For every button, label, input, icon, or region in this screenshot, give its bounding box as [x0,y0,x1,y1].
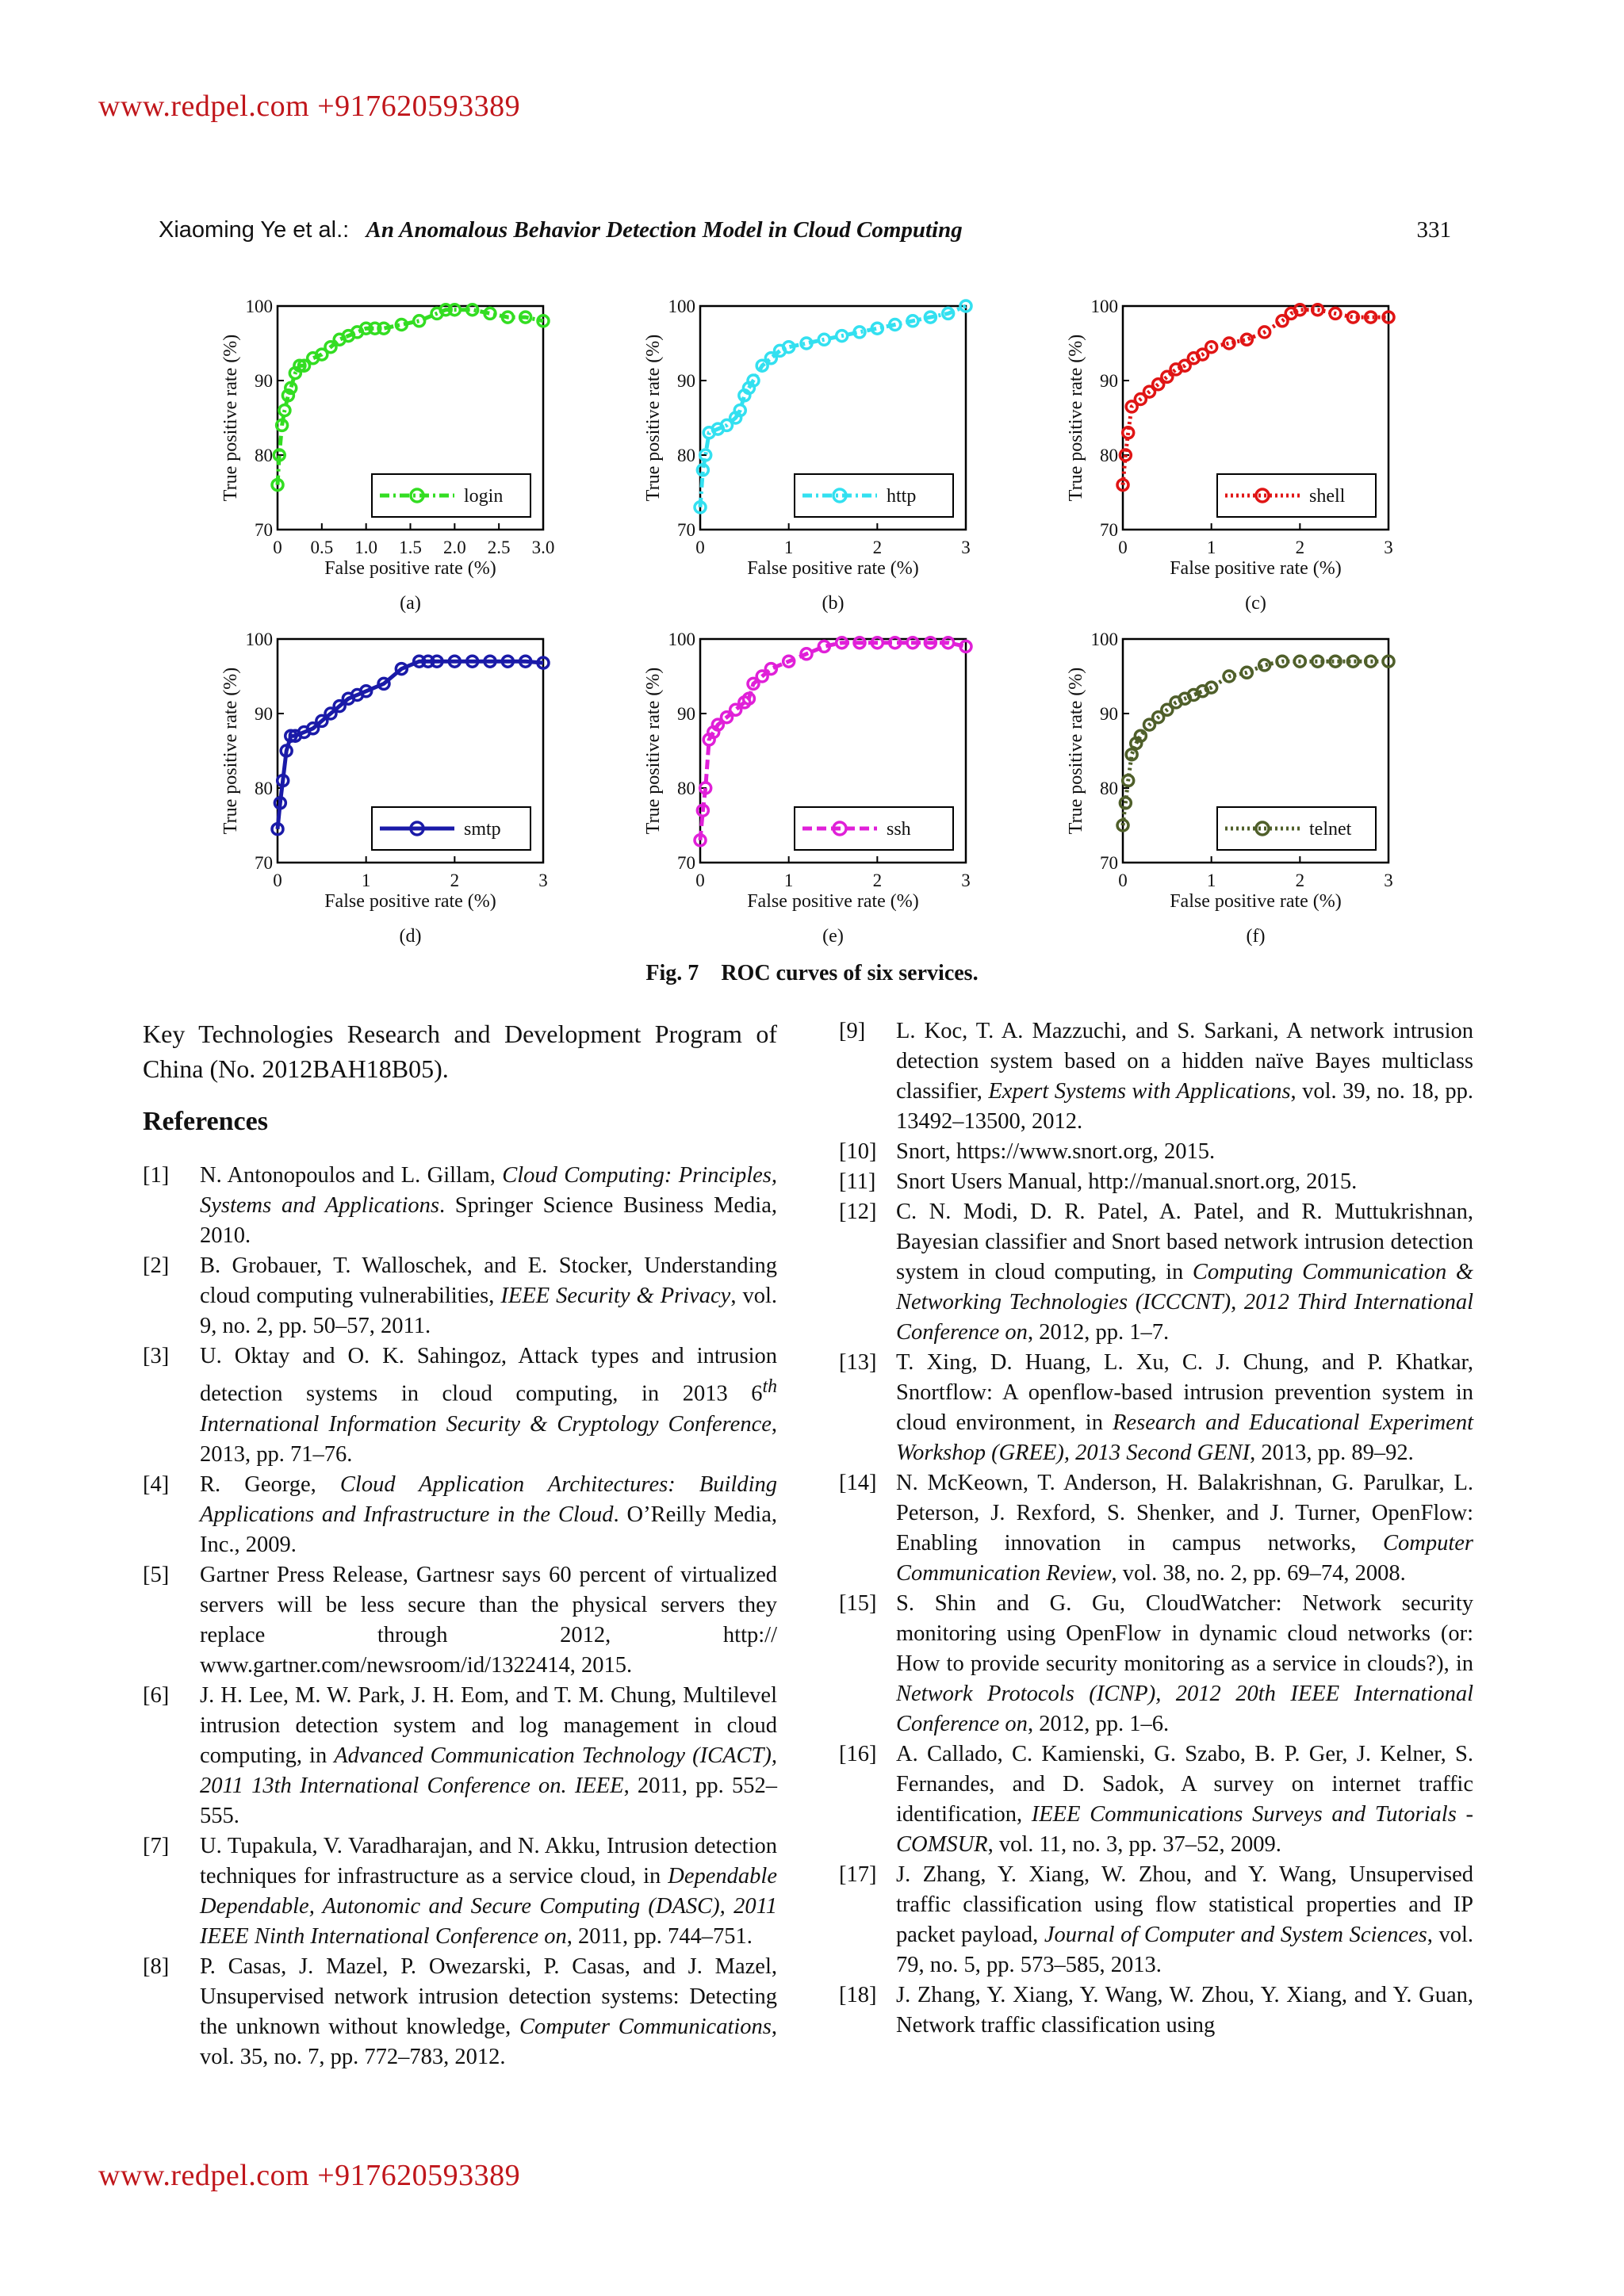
x-tick-label: 3.0 [531,538,555,557]
reference-text-part: International Information Security & Cryptology Conference [200,1411,772,1437]
y-tick-label: 100 [245,297,273,316]
reference-text-part: C. N. Modi, D. R. Patel, A. Patel, and R. Muttukrishnan, Bayesian classifier and Snort based network intrusion detection system in cloud computing, in [896,1200,1473,1284]
reference-text [200,1952,777,2072]
y-tick-label: 100 [245,629,273,649]
reference-text-part: Snort Users Manual, http://manual.snort.org, 2015. [896,1169,1358,1194]
x-axis-label: False positive rate (%) [747,891,919,912]
reference-text-part: T. Xing, D. Huang, L. Xu, C. J. Chung, and P. Khatkar, Snortflow: A openflow-based intrusion prevention system in cloud environment, in [896,1350,1473,1435]
references-heading: References [143,1107,268,1136]
roc-curve [1123,310,1388,485]
y-axis-label: True positive rate (%) [220,667,241,835]
x-tick-label: 0 [695,538,705,557]
reference-text-part: th [762,1376,777,1397]
reference-number: [9] [839,1019,866,1043]
x-tick-label: 1 [1206,538,1216,557]
panel-label: (d) [399,926,422,947]
reference-text [200,1341,777,1470]
reference-number: [13] [839,1350,877,1375]
reference-text-part: IEEE Communications Surveys and Tutorials - COMSUR [896,1802,1473,1857]
reference-text-part: , vol. 79, no. 5, pp. 573–585, 2013. [896,1923,1474,1977]
y-tick-label: 70 [677,520,695,540]
x-tick-label: 0 [695,871,705,890]
x-tick-label: 1 [1206,871,1216,890]
x-tick-label: 2 [1295,538,1305,557]
reference-number: [5] [143,1562,170,1587]
reference-text [896,1167,1473,1197]
reference-text [896,1016,1473,1137]
y-tick-label: 80 [677,779,695,798]
left-column [143,1016,777,2072]
reference-text [200,1681,777,1831]
x-tick-label: 2 [450,871,460,890]
reference-text-part: U. Tupakula, V. Varadharajan, and N. Akku, Intrusion detection techniques for infrastructure as a service cloud, in [200,1833,777,1888]
legend-box [1217,474,1376,517]
reference-number: [2] [143,1253,170,1278]
reference-text-part: Gartner Press Release, Gartnesr says 60 percent of virtualized servers will be less secure than the physical servers they replace through 2012, http:// www.gartner.com/newsroom/id/1322414, 2015. [200,1562,777,1678]
reference-text-part: Dependable Dependable, Autonomic and Secure Computing (DASC), 2011 IEEE Ninth International Conference on [200,1863,777,1949]
figure-caption [0,961,1624,986]
legend-box [1217,807,1376,850]
reference-text-part: , 2013, pp. 71–76. [200,1411,777,1467]
reference-text-part: . O’Reilly Media, Inc., 2009. [200,1502,778,1557]
reference-text-part: J. H. Lee, M. W. Park, J. H. Eom, and T. M. Chung, Multilevel intrusion detection system and log management in cloud computing, in [200,1682,777,1768]
reference-text-part: L. Koc, T. A. Mazzuchi, and S. Sarkani, A network intrusion detection system based on a hidden naïve Bayes multiclass classifier, [896,1019,1473,1104]
reference-text-part: , vol. 39, no. 18, pp. 13492–13500, 2012. [896,1079,1473,1134]
x-tick-label: 0.5 [310,538,334,557]
x-tick-label: 1 [783,538,794,557]
y-tick-label: 70 [1100,520,1118,540]
reference-text-part: , vol. 11, no. 3, pp. 37–52, 2009. [987,1832,1281,1857]
y-axis-label: True positive rate (%) [1066,667,1086,835]
x-tick-label: 2.5 [487,538,511,557]
x-tick-label: 1 [783,871,794,890]
reference-text-part: , 2011, pp. 552–555. [200,1773,777,1828]
reference-text [200,1251,777,1341]
reference-text [896,1197,1473,1348]
y-tick-label: 80 [677,446,695,465]
reference-text-part: J. Zhang, Y. Xiang, Y. Wang, W. Zhou, Y. Xiang, and Y. Guan, Network traffic classification using [896,1983,1473,2038]
reference-item [839,1348,1473,1468]
legend-label: login [464,486,504,507]
reference-item [839,1016,1473,1137]
reference-number: [11] [839,1169,876,1194]
y-tick-label: 80 [1100,779,1118,798]
y-tick-label: 100 [668,297,695,316]
watermark-bottom: www.redpel.com +917620593389 [98,2159,521,2192]
legend-label: http [887,486,917,507]
reference-text-part: Computer Communication Review [896,1531,1473,1586]
reference-item [143,1952,777,2072]
panel-label: (a) [400,593,421,614]
reference-item [143,1831,777,1952]
x-tick-label: 2 [1295,871,1305,890]
y-tick-label: 80 [1100,446,1118,465]
header-title: An Anomalous Behavior Detection Model in Cloud Computing [366,217,963,243]
y-tick-label: 70 [677,853,695,873]
panel-label: (f) [1246,926,1266,947]
x-tick-label: 0 [1118,871,1128,890]
reference-text-part: , 2013, pp. 89–92. [1250,1441,1414,1465]
y-axis-label: True positive rate (%) [643,667,664,835]
watermark-top: www.redpel.com +917620593389 [98,90,521,123]
reference-text-part: R. George, [200,1471,340,1497]
reference-item [839,1739,1473,1860]
x-tick-label: 3 [961,871,971,890]
reference-text-part: P. Casas, J. Mazel, P. Owezarski, P. Casas, and J. Mazel, Unsupervised network intrusion detection systems: Detecting the unknown without knowledge, [200,1954,777,2039]
reference-list-right [839,1016,1473,2041]
reference-number: [7] [143,1833,170,1858]
reference-text [896,1980,1473,2041]
x-tick-label: 1.0 [354,538,378,557]
reference-text [896,1860,1473,1980]
reference-text [200,1470,777,1560]
reference-number: [15] [839,1591,877,1616]
reference-number: [6] [143,1682,170,1708]
panel-label: (e) [822,926,844,947]
panel-label: (c) [1245,593,1266,614]
reference-text [200,1161,777,1251]
roc-curve [1123,661,1388,825]
reference-item [839,1468,1473,1589]
roc-figure [206,285,1443,951]
y-tick-label: 100 [1090,297,1118,316]
reference-text [896,1739,1473,1860]
y-tick-label: 80 [255,779,273,798]
reference-item [839,1137,1473,1167]
x-tick-label: 2.0 [442,538,466,557]
reference-text [896,1589,1473,1739]
reference-number: [18] [839,1983,877,2007]
reference-item [839,1980,1473,2041]
reference-text-part: U. Oktay and O. K. Sahingoz, Attack types and intrusion detection systems in cloud computing, in 2013 6 [200,1344,777,1406]
y-tick-label: 70 [255,853,273,873]
reference-text-part: Network Protocols (ICNP), 2012 20th IEEE International Conference on [896,1682,1473,1736]
reference-number: [8] [143,1954,170,1979]
x-axis-label: False positive rate (%) [324,891,496,912]
reference-item [143,1161,777,1251]
reference-text-part: N. McKeown, T. Anderson, H. Balakrishnan, G. Parulkar, L. Peterson, J. Rexford, S. Shenker, and J. Turner, OpenFlow: Enabling innovation in campus networks, [896,1471,1473,1556]
reference-list-left [143,1161,777,2072]
reference-text-part: Computer Communications [519,2014,772,2039]
y-tick-label: 90 [677,704,695,724]
reference-number: [14] [839,1471,877,1495]
acknowledgement-text: Key Technologies Research and Development Program of China (No. 2012BAH18B05). [143,1020,777,1083]
right-column [839,1016,1473,2041]
figure-caption-label: Fig. 7 [645,961,699,985]
header-authors: Xiaoming Ye et al.: [159,217,350,243]
running-header [159,217,1451,243]
x-tick-label: 1.5 [399,538,422,557]
panel-label: (b) [822,593,845,614]
figure-caption-text: ROC curves of six services. [721,961,979,985]
y-axis-label: True positive rate (%) [643,334,664,502]
reference-text [896,1137,1473,1167]
reference-item [839,1589,1473,1739]
reference-text-part: , 2012, pp. 1–7. [1027,1320,1170,1345]
y-tick-label: 90 [1100,704,1118,724]
reference-text-part: N. Antonopoulos and L. Gillam, [200,1163,503,1188]
x-tick-label: 3 [961,538,971,557]
x-tick-label: 2 [872,538,883,557]
reference-number: [1] [143,1163,170,1188]
reference-text-part: Cloud Application Architectures: Building Applications and Infrastructure in the Cloud [200,1471,777,1527]
reference-text-part: , 2012, pp. 1–6. [1027,1712,1170,1736]
page-number: 331 [1416,217,1451,243]
y-tick-label: 90 [255,371,273,391]
reference-text-part: A. Callado, C. Kamienski, G. Szabo, B. P. Ger, J. Kelner, S. Fernandes, and D. Sadok, A survey on internet traffic identification, [896,1742,1473,1827]
y-tick-label: 90 [255,704,273,724]
reference-text [896,1348,1473,1468]
reference-number: [4] [143,1471,170,1497]
reference-text-part: Advanced Communication Technology (ICACT), 2011 13th International Conference on. IEEE [200,1743,777,1798]
reference-text-part: IEEE Security & Privacy [500,1284,731,1308]
reference-item [143,1341,777,1470]
reference-number: [3] [143,1344,170,1368]
reference-text-part: S. Shin and G. Gu, CloudWatcher: Network security monitoring using OpenFlow in dynamic cloud networks (or: How to provide security monitoring as a service in clouds?), in [896,1591,1473,1676]
reference-text [896,1468,1473,1589]
roc-curve [278,661,543,828]
x-tick-label: 0 [1118,538,1128,557]
legend-label: shell [1309,486,1346,507]
reference-item [839,1860,1473,1980]
roc-curve [278,310,543,485]
reference-text-part: Computing Communication & Networking Technologies (ICCCNT), 2012 Third International Conference on [896,1260,1473,1345]
x-tick-label: 2 [872,871,883,890]
reference-item [143,1560,777,1681]
y-tick-label: 90 [1100,371,1118,391]
reference-item [143,1251,777,1341]
reference-text-part: B. Grobauer, T. Walloschek, and E. Stocker, Understanding cloud computing vulnerabilities, [200,1253,777,1308]
reference-text-part: Research and Educational Experiment Workshop (GREE), 2013 Second GENI [896,1410,1473,1465]
reference-text-part: , vol. 38, no. 2, pp. 69–74, 2008. [1111,1561,1406,1586]
reference-number: [16] [839,1742,877,1766]
reference-text-part: , 2011, pp. 744–751. [566,1923,753,1949]
reference-text-part: Snort, https://www.snort.org, 2015. [896,1139,1216,1164]
y-tick-label: 80 [255,446,273,465]
reference-number: [12] [839,1200,877,1224]
x-tick-label: 1 [361,871,371,890]
reference-text-part: . Springer Science Business Media, 2010. [200,1193,777,1248]
y-tick-label: 100 [1090,629,1118,649]
y-tick-label: 70 [1100,853,1118,873]
y-axis-label: True positive rate (%) [220,334,241,502]
x-axis-label: False positive rate (%) [747,558,919,579]
x-axis-label: False positive rate (%) [324,558,496,579]
legend-label: ssh [887,819,911,840]
x-axis-label: False positive rate (%) [1170,891,1342,912]
data-point [414,316,425,327]
x-axis-label: False positive rate (%) [1170,558,1342,579]
y-tick-label: 70 [255,520,273,540]
y-tick-label: 100 [668,629,695,649]
x-tick-label: 0 [273,538,282,557]
legend-label: telnet [1309,819,1352,840]
reference-text-part: Journal of Computer and System Sciences [1044,1923,1427,1947]
reference-number: [17] [839,1862,877,1887]
y-tick-label: 90 [677,371,695,391]
reference-text-part: J. Zhang, Y. Xiang, W. Zhou, and Y. Wang, Unsupervised traffic classification using flow statistical properties and IP packet payload, [896,1862,1473,1947]
reference-item [839,1197,1473,1348]
reference-text-part: Cloud Computing: Principles, Systems and Applications [200,1163,777,1218]
x-tick-label: 0 [273,871,282,890]
x-tick-label: 3 [538,871,548,890]
reference-text [200,1560,777,1681]
reference-text [200,1831,777,1952]
reference-text-part: , vol. 9, no. 2, pp. 50–57, 2011. [200,1284,778,1338]
legend-label: smtp [464,819,501,840]
reference-text-part: Expert Systems with Applications [988,1079,1291,1104]
x-tick-label: 3 [1384,538,1393,557]
y-axis-label: True positive rate (%) [1066,334,1086,502]
reference-item [143,1470,777,1560]
reference-item [839,1167,1473,1197]
reference-text-part: , vol. 35, no. 7, pp. 772–783, 2012. [200,2014,777,2069]
x-tick-label: 3 [1384,871,1393,890]
reference-item [143,1681,777,1831]
reference-number: [10] [839,1139,877,1164]
